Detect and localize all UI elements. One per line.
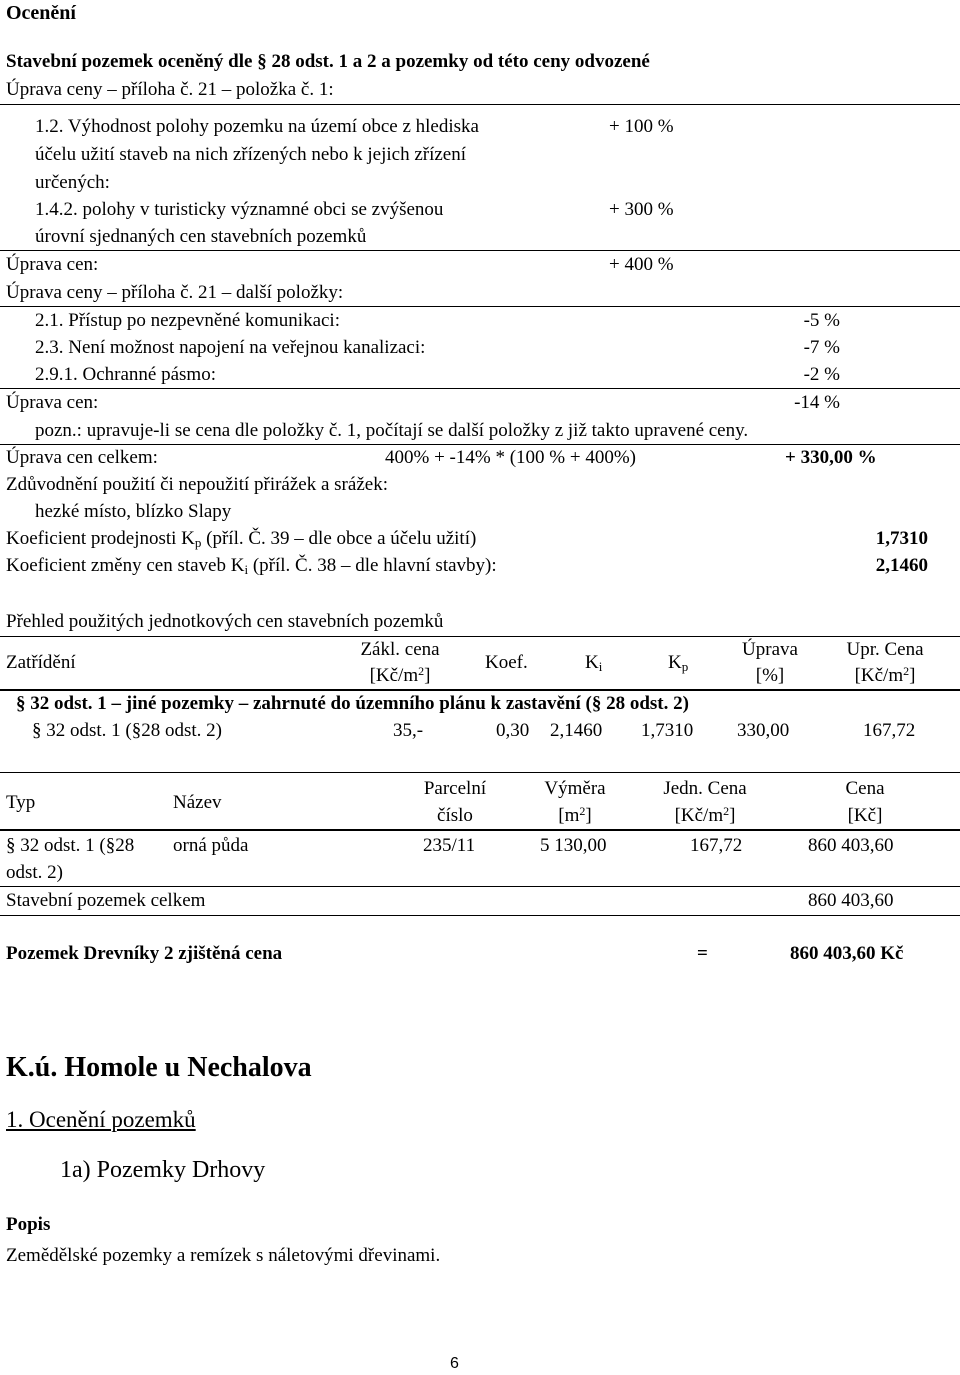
divider — [0, 104, 960, 105]
t1-row-kp: 1,7310 — [641, 720, 694, 741]
t2-row-cena: 860 403,60 — [808, 835, 894, 856]
final-price-label: Pozemek Drevníky 2 zjištěná cena — [6, 943, 283, 964]
t1-row-zakl: 35,- — [393, 720, 424, 741]
t1-row-upr: 167,72 — [863, 720, 916, 741]
t2-row-jedn-cena: 167,72 — [690, 835, 743, 856]
stavebni-title: Stavební pozemek oceněný dle § 28 odst. 1 a 2 a pozemky od této ceny odvozené — [6, 51, 650, 72]
col-cena: Cena — [845, 778, 885, 799]
t2-row-typ: § 32 odst. 1 (§28 — [6, 835, 135, 856]
uprava-celkem-formula: 400% + -14% * (100 % + 400%) — [385, 447, 636, 468]
table-header-rule — [0, 689, 960, 691]
t2-row-vymera: 5 130,00 — [540, 835, 607, 856]
table2-top-rule — [0, 772, 960, 773]
item-2-9-1: 2.9.1. Ochranné pásmo: — [35, 364, 216, 385]
col-nazev: Název — [173, 792, 222, 813]
col-zatrideni: Zatřídění — [6, 652, 76, 673]
table2-header-rule — [0, 829, 960, 831]
uprava-celkem-value: + 330,00 % — [785, 447, 877, 468]
popis-label: Popis — [6, 1214, 51, 1235]
koeficient-prodejnosti: Koeficient prodejnosti $K_p$ (příl. Č. 39 – dle obce a účelu užití) — [6, 528, 477, 550]
section-1-heading: 1. Ocenění pozemků — [6, 1107, 196, 1132]
item-2-1: 2.1. Přístup po nezpevněné komunikaci: — [35, 310, 340, 331]
t1-row-zatrideni: § 32 odst. 1 (§28 odst. 2) — [32, 720, 222, 741]
item-2-3-value: -7 % — [803, 337, 840, 358]
t1-row-ki: 2,1460 — [550, 720, 603, 741]
col-uprava: Úprava — [742, 639, 798, 660]
t2-row-parcelni: 235/11 — [423, 835, 476, 856]
col-koef: Koef. — [485, 652, 528, 673]
col-parcelni: Parcelní — [423, 778, 487, 799]
divider — [0, 306, 960, 307]
t2-row-nazev: orná půda — [173, 835, 249, 856]
ku-heading: K.ú. Homole u Nechalova — [6, 1052, 312, 1083]
col-cena-unit: [Kč] — [847, 805, 883, 826]
pozn-note: pozn.: upravuje-li se cena dle položky č. 1, počítají se další položky z již takto upravené ceny. — [35, 420, 749, 441]
col-ki: $K_i$ — [585, 652, 603, 674]
uprava-ceny-dalsi: Úprava ceny – příloha č. 21 – další položky: — [6, 282, 344, 303]
col-uprava-unit: [%] — [755, 665, 785, 686]
divider — [0, 886, 960, 887]
uprava-cen-2-label: Úprava cen: — [6, 392, 99, 413]
uprava-celkem-label: Úprava cen celkem: — [6, 447, 158, 468]
item-1-2-value: + 100 % — [609, 116, 674, 137]
heading-oceneni: Ocenění — [6, 2, 76, 24]
zduvodneni-label: Zdůvodnění použití či nepoužití přirážek a srážek: — [6, 474, 388, 495]
koeficient-zmeny-cen-value: 2,1460 — [875, 555, 928, 576]
uprava-cen-value: + 400 % — [609, 254, 674, 275]
prehled-title: Přehled použitých jednotkových cen stavebních pozemků — [6, 611, 444, 632]
item-2-1-value: -5 % — [803, 310, 840, 331]
page-number: 6 — [450, 1355, 459, 1372]
col-kp: $K_p$ — [668, 652, 689, 674]
t1-row-uprava: 330,00 — [737, 720, 790, 741]
t2-total-value: 860 403,60 — [808, 890, 894, 911]
t1-row-koef: 0,30 — [496, 720, 530, 741]
divider — [0, 250, 960, 251]
col-typ: Typ — [6, 792, 36, 813]
col-zakl-cena: Zákl. cena — [360, 639, 440, 660]
table-group-row: § 32 odst. 1 – jiné pozemky – zahrnuté do územního plánu k zastavění (§ 28 odst. 2) — [16, 693, 689, 714]
item-1-2-line-2: účelu užití staveb na nich zřízených nebo k jejich zřízení — [35, 144, 467, 165]
item-1-2-line-3: určených: — [35, 172, 110, 193]
col-vymera: Výměra — [544, 778, 606, 799]
item-1-2-line-1: 1.2. Výhodnost polohy pozemku na území obce z hlediska — [35, 116, 479, 137]
col-upr-cena-unit: $[Kč/m^2]$ — [854, 664, 916, 686]
col-jedn-cena: Jedn. Cena — [663, 778, 747, 799]
final-price-equals: = — [697, 943, 708, 964]
final-price-value: 860 403,60 Kč — [790, 943, 904, 964]
popis-text: Zemědělské pozemky a remízek s náletovými dřevinami. — [6, 1245, 441, 1266]
section-1a-heading: 1a) Pozemky Drhovy — [60, 1157, 266, 1183]
uprava-cen-2-value: -14 % — [794, 392, 840, 413]
zduvodneni-text: hezké místo, blízko Slapy — [35, 501, 232, 522]
uprava-ceny-polozka-1: Úprava ceny – příloha č. 21 – položka č. 1: — [6, 79, 334, 100]
item-2-3: 2.3. Není možnost napojení na veřejnou kanalizaci: — [35, 337, 426, 358]
item-1-4-2-line-1: 1.4.2. polohy v turisticky významné obci se zvýšenou — [35, 199, 444, 220]
divider — [0, 444, 960, 445]
item-1-4-2-value: + 300 % — [609, 199, 674, 220]
col-upr-cena: Upr. Cena — [846, 639, 924, 660]
item-1-4-2-line-2: úrovní sjednaných cen stavebních pozemků — [35, 226, 367, 247]
uprava-cen-label: Úprava cen: — [6, 254, 99, 275]
col-vymera-unit: $[m^2]$ — [558, 804, 592, 826]
col-parcelni-2: číslo — [437, 805, 473, 826]
t2-total-label: Stavební pozemek celkem — [6, 890, 206, 911]
divider — [0, 915, 960, 916]
t2-row-typ-2: odst. 2) — [6, 862, 63, 883]
col-zakl-cena-unit: $[Kč/m^2]$ — [369, 664, 431, 686]
col-jedn-cena-unit: $[Kč/m^2]$ — [674, 804, 736, 826]
item-2-9-1-value: -2 % — [803, 364, 840, 385]
koeficient-prodejnosti-value: 1,7310 — [875, 528, 928, 549]
divider — [0, 388, 960, 389]
koeficient-zmeny-cen: Koeficient změny cen staveb $K_i$ (příl. Č. 38 – dle hlavní stavby): — [6, 555, 497, 577]
table-top-rule — [0, 636, 960, 637]
